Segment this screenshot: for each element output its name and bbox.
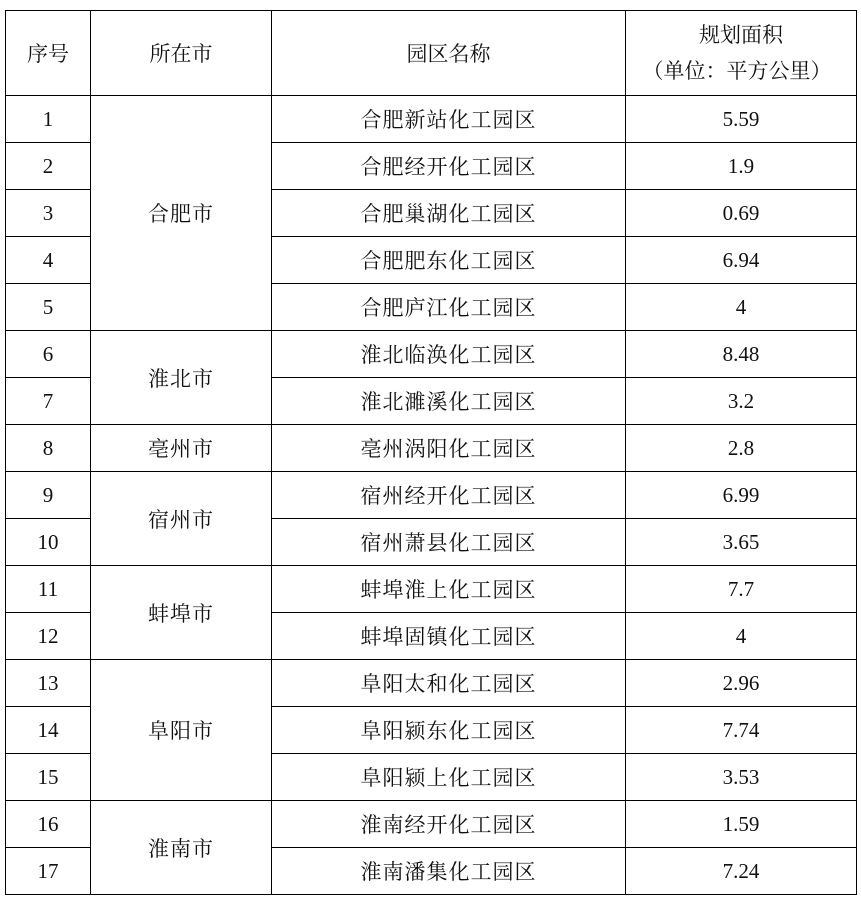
row-park-name: 亳州涡阳化工园区 [272,425,626,472]
row-city: 合肥市 [91,96,272,331]
row-index: 12 [6,613,91,660]
row-index: 10 [6,519,91,566]
row-area: 1.9 [626,143,857,190]
row-index: 15 [6,754,91,801]
row-index: 11 [6,566,91,613]
row-index: 3 [6,190,91,237]
row-index: 17 [6,848,91,895]
row-area: 7.24 [626,848,857,895]
row-city: 阜阳市 [91,660,272,801]
row-area: 6.99 [626,472,857,519]
chemical-park-table [5,10,857,895]
row-area: 7.74 [626,707,857,754]
row-area: 3.53 [626,754,857,801]
row-park-name: 阜阳太和化工园区 [272,660,626,707]
row-index: 4 [6,237,91,284]
row-city: 亳州市 [91,425,272,472]
row-area: 1.59 [626,801,857,848]
row-park-name: 淮北濉溪化工园区 [272,378,626,425]
table-row [6,425,857,472]
row-city: 宿州市 [91,472,272,566]
row-area: 4 [626,284,857,331]
row-area: 3.2 [626,378,857,425]
header-area [626,11,857,96]
row-park-name: 合肥庐江化工园区 [272,284,626,331]
row-index: 7 [6,378,91,425]
row-area: 3.65 [626,519,857,566]
table-row [6,331,857,378]
row-index: 8 [6,425,91,472]
table-row [6,96,857,143]
row-city: 淮北市 [91,331,272,425]
header-area-unit: （单位：平方公里） [642,59,832,83]
row-area: 4 [626,613,857,660]
row-park-name: 蚌埠固镇化工园区 [272,613,626,660]
row-index: 5 [6,284,91,331]
row-index: 9 [6,472,91,519]
table-row [6,566,857,613]
table-row [6,472,857,519]
table-row [6,660,857,707]
row-index: 14 [6,707,91,754]
row-park-name: 合肥新站化工园区 [272,96,626,143]
row-park-name: 阜阳颍上化工园区 [272,754,626,801]
row-park-name: 淮南潘集化工园区 [272,848,626,895]
row-area: 6.94 [626,237,857,284]
row-index: 1 [6,96,91,143]
row-index: 2 [6,143,91,190]
row-area: 0.69 [626,190,857,237]
table-row [6,801,857,848]
row-park-name: 蚌埠淮上化工园区 [272,566,626,613]
row-city: 淮南市 [91,801,272,895]
row-park-name: 合肥经开化工园区 [272,143,626,190]
row-area: 7.7 [626,566,857,613]
row-park-name: 淮南经开化工园区 [272,801,626,848]
header-city: 所在市 [91,11,272,96]
header-area-title: 规划面积 [699,23,783,47]
row-park-name: 合肥肥东化工园区 [272,237,626,284]
row-park-name: 宿州萧县化工园区 [272,519,626,566]
row-area: 2.8 [626,425,857,472]
row-index: 13 [6,660,91,707]
row-index: 16 [6,801,91,848]
row-park-name: 阜阳颍东化工园区 [272,707,626,754]
row-area: 8.48 [626,331,857,378]
row-area: 5.59 [626,96,857,143]
row-park-name: 淮北临涣化工园区 [272,331,626,378]
header-index: 序号 [6,11,91,96]
row-index: 6 [6,331,91,378]
header-park-name: 园区名称 [272,11,626,96]
row-area: 2.96 [626,660,857,707]
header-row [6,11,857,96]
row-park-name: 合肥巢湖化工园区 [272,190,626,237]
row-park-name: 宿州经开化工园区 [272,472,626,519]
row-city: 蚌埠市 [91,566,272,660]
